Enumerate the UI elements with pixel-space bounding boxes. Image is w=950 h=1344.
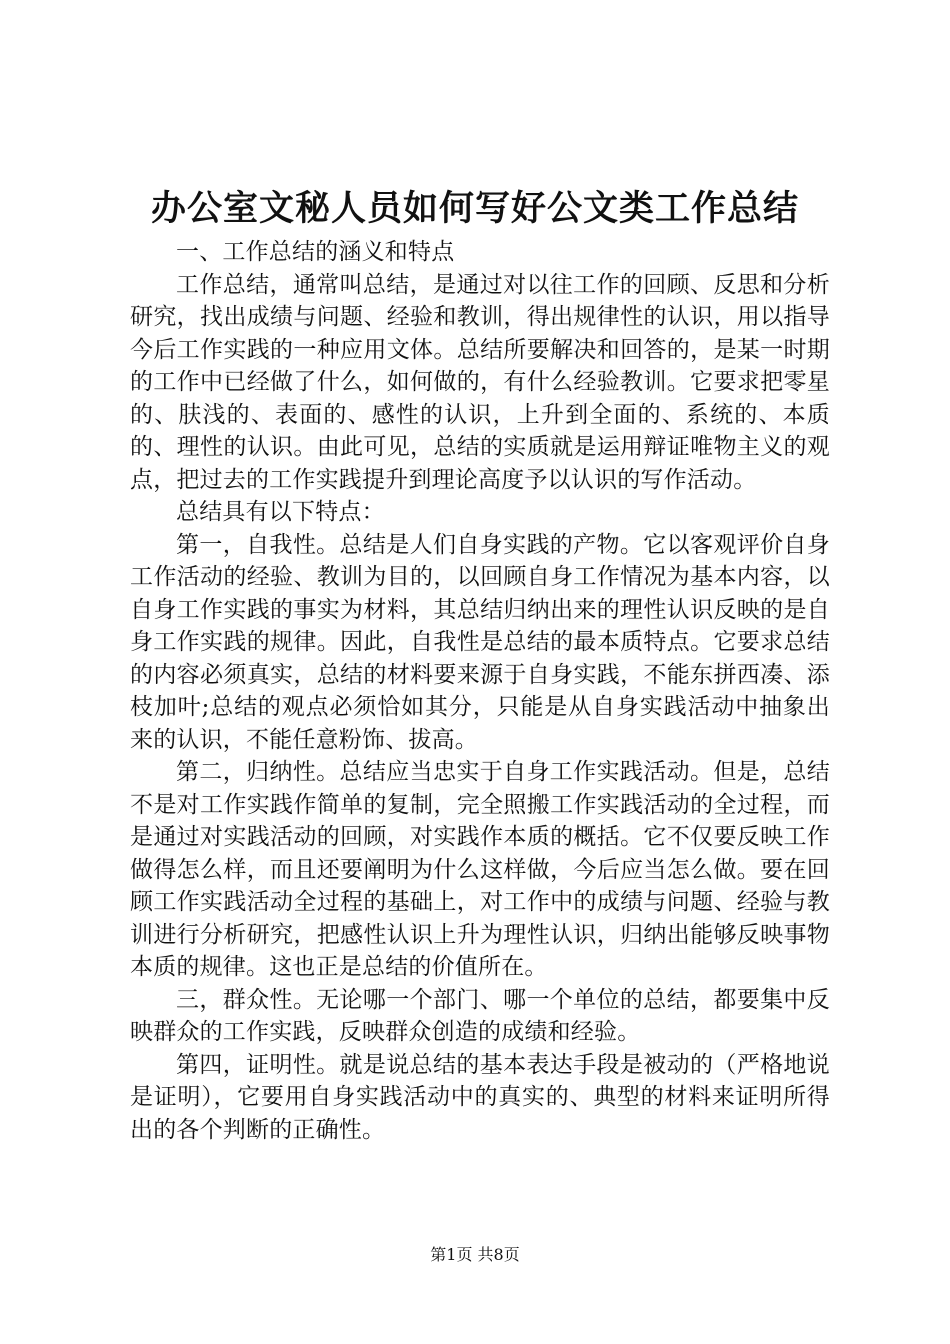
paragraph-features-intro: 总结具有以下特点： [176, 499, 385, 525]
document-title: 办公室文秘人员如何写好公文类工作总结 [150, 188, 799, 229]
paragraph-definition: 工作总结，通常叫总结，是通过对以往工作的回顾、反思和分析研究，找出成绩与问题、经验和教训，得出规律性的认识，用以指导今后工作实践的一种应用文体。总结所要解决和回答的，是某一时期的工作中已经做了什么，如何做的，有什么经验教训。它要求把零星的、肤浅的、表面的、感性的认识，上升到全面的、系统的、本质的、理性的认识。由此可见，总结的实质就是运用辩证唯物主义的观点，把过去的工作实践提升到理论高度予以认识的写作活动。 [130, 271, 830, 493]
paragraph-feature-2: 第二，归纳性。总结应当忠实于自身工作实践活动。但是，总结不是对工作实践作简单的复制，完全照搬工作实践活动的全过程，而是通过对实践活动的回顾，对实践作本质的概括。它不仅要反映工作做得怎么样，而且还要阐明为什么这样做，今后应当怎么做。要在回顾工作实践活动全过程的基础上，对工作中的成绩与问题、经验与教训进行分析研究，把感性认识上升为理性认识，归纳出能够反映事物本质的规律。这也正是总结的价值所在。 [130, 759, 830, 980]
page-number-footer: 第1页 共8页 [430, 1245, 520, 1264]
paragraph-feature-1: 第一，自我性。总结是人们自身实践的产物。它以客观评价自身工作活动的经验、教训为目的，以回顾自身工作情况为基本内容，以自身工作实践的事实为材料，其总结归纳出来的理性认识反映的是自身工作实践的规律。因此，自我性是总结的最本质特点。它要求总结的内容必须真实，总结的材料要来源于自身实践，不能东拼西凑、添枝加叶;总结的观点必须恰如其分，只能是从自身实践活动中抽象出来的认识，不能任意粉饰、拔高。 [130, 531, 830, 753]
paragraph-feature-3: 三，群众性。无论哪一个部门、哪一个单位的总结，都要集中反映群众的工作实践，反映群众创造的成绩和经验。 [130, 986, 830, 1045]
document-body [130, 236, 830, 1146]
paragraph-feature-4: 第四，证明性。就是说总结的基本表达手段是被动的（严格地说是证明），它要用自身实践活动中的真实的、典型的材料来证明所得出的各个判断的正确性。 [130, 1051, 830, 1143]
section-heading: 一、工作总结的涵义和特点 [176, 239, 455, 265]
